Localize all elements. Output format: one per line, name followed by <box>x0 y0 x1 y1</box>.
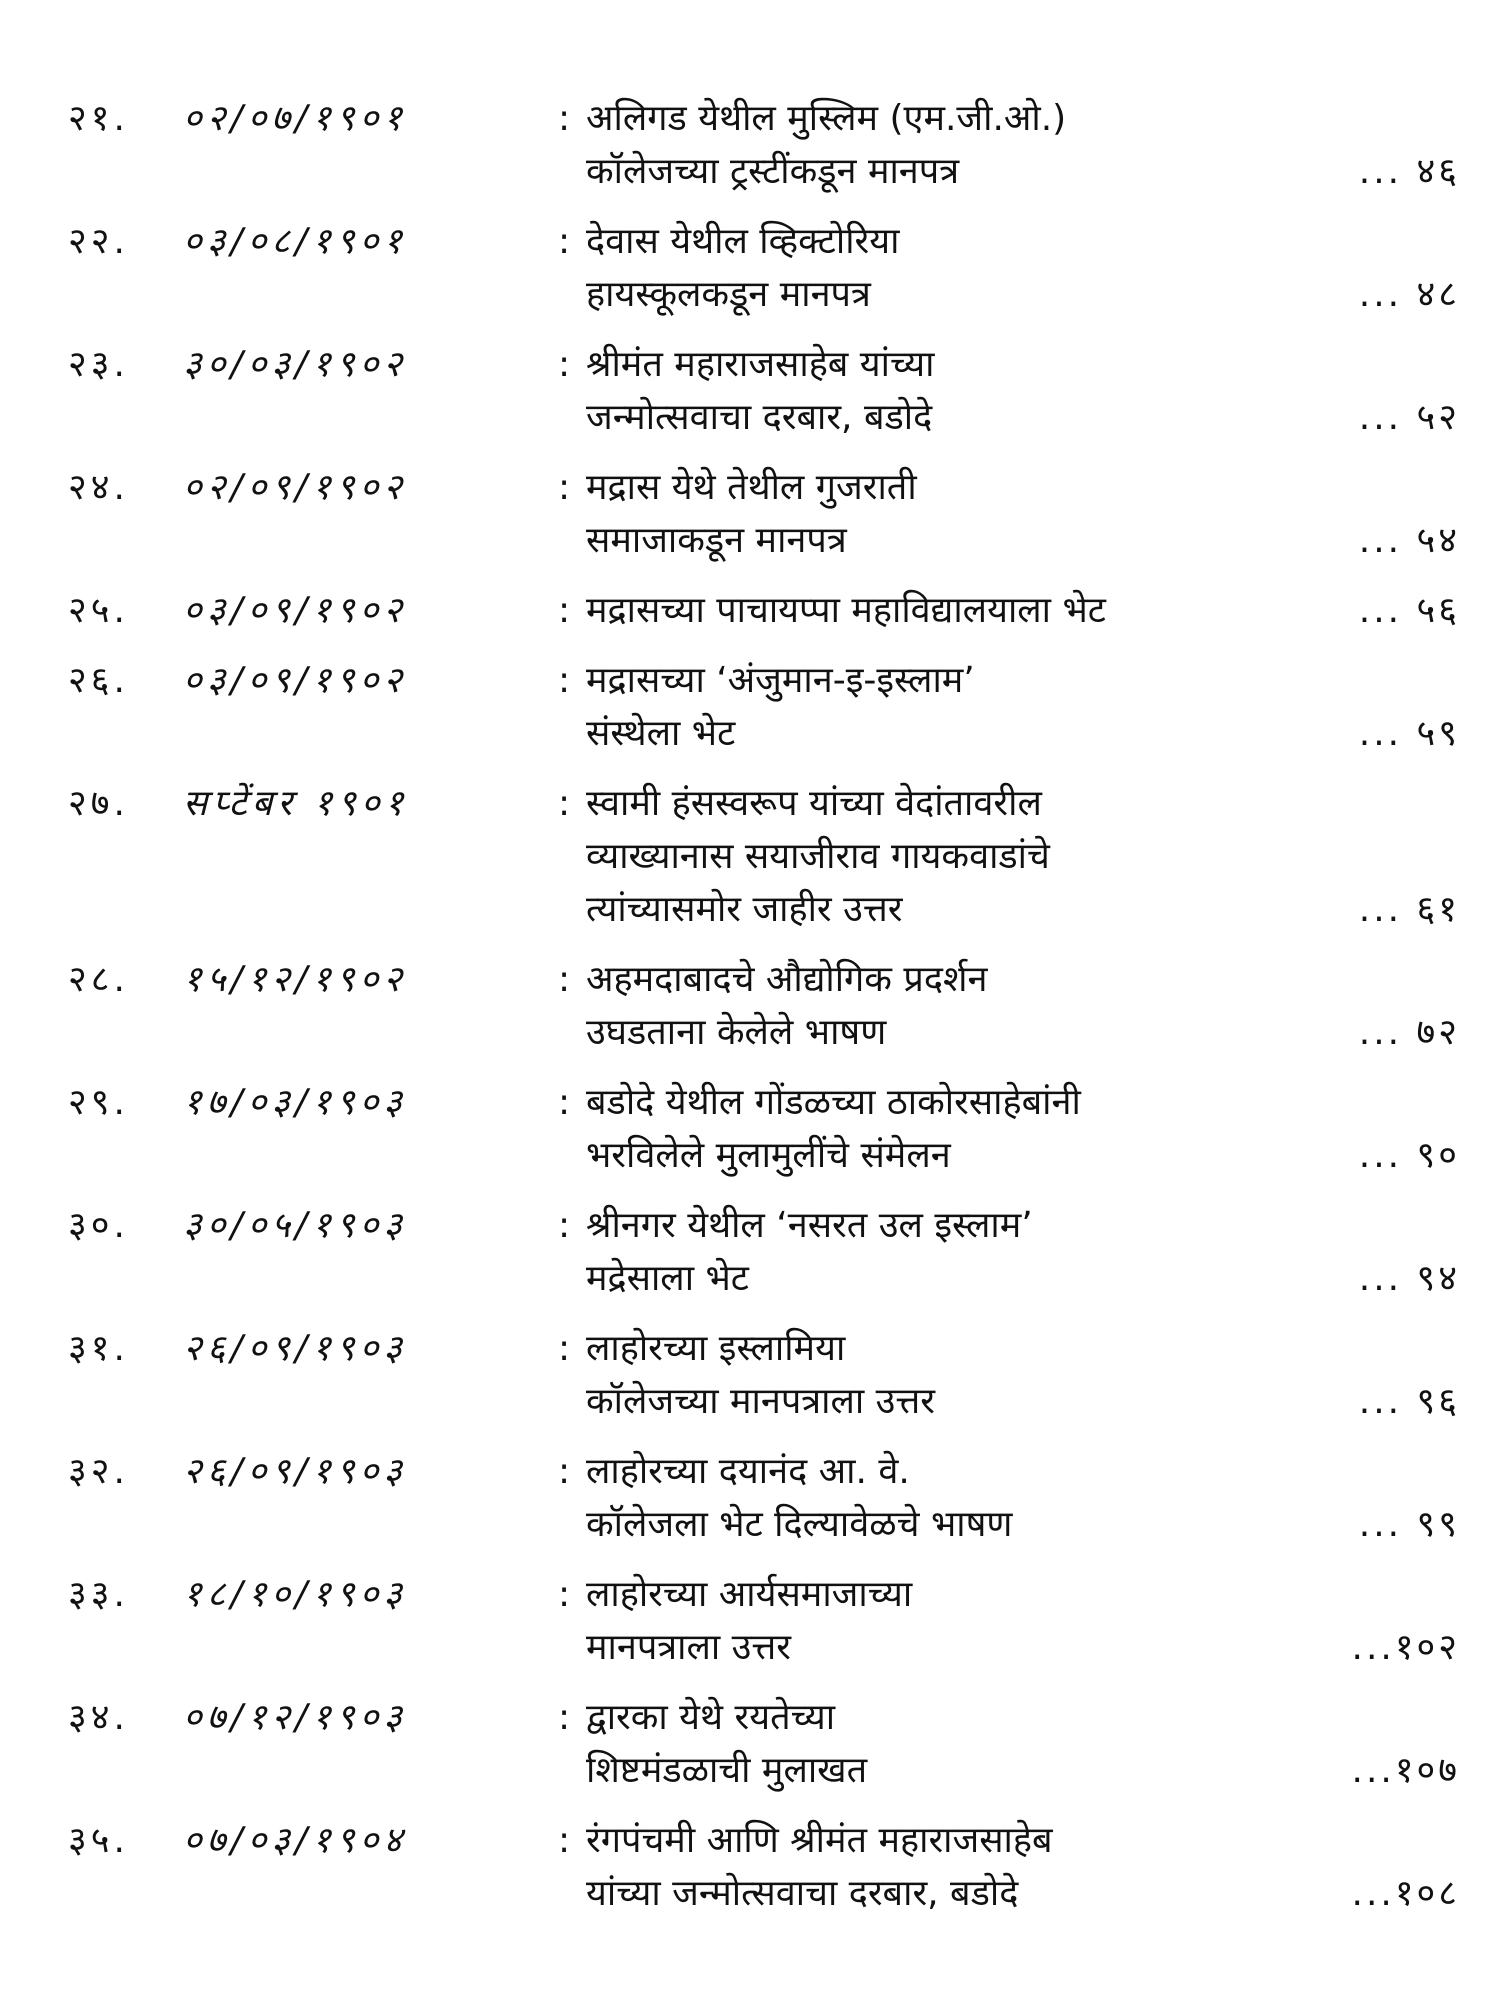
entry-colon: : <box>558 1451 571 1492</box>
entry-title <box>586 461 1306 567</box>
entry-date: १५/१२/१९०२ <box>183 959 408 1000</box>
entry-title-line: त्यांच्यासमोर जाहीर उत्तर <box>586 889 903 930</box>
toc-entry-35 <box>0 1814 1500 1920</box>
entry-title-line: मद्रेसाला भेट <box>586 1258 749 1299</box>
entry-colon: : <box>558 98 571 139</box>
toc-entry-30 <box>0 1199 1500 1305</box>
toc-entry-23 <box>0 338 1500 444</box>
table-of-contents <box>0 92 1500 1937</box>
entry-page-number: ... ९४ <box>1358 1258 1460 1299</box>
entry-date: १७/०३/१९०३ <box>183 1082 408 1123</box>
entry-date: ३०/०३/१९०२ <box>183 344 408 385</box>
entry-number: २७. <box>68 783 129 824</box>
entry-page-number: ... ५९ <box>1358 713 1460 754</box>
entry-title-line: श्रीमंत महाराजसाहेब यांच्या <box>586 344 935 385</box>
toc-entry-31 <box>0 1322 1500 1428</box>
entry-title-line: हायस्कूलकडून मानपत्र <box>586 274 871 315</box>
entry-page-number: ... ५२ <box>1358 397 1460 438</box>
entry-colon: : <box>558 467 571 508</box>
entry-title <box>586 1076 1306 1182</box>
entry-colon: : <box>558 1574 571 1615</box>
toc-entry-29 <box>0 1076 1500 1182</box>
entry-title <box>586 1691 1306 1797</box>
entry-title-line: संस्थेला भेट <box>586 713 736 754</box>
entry-number: ३०. <box>68 1205 129 1246</box>
entry-title <box>586 777 1306 936</box>
entry-title-line: मद्रासच्या ‘अंजुमान-इ-इस्लाम’ <box>586 660 975 701</box>
entry-title <box>586 92 1306 198</box>
toc-entry-24 <box>0 461 1500 567</box>
entry-title <box>586 1814 1306 1920</box>
entry-page-number: ... ५४ <box>1358 520 1460 561</box>
entry-title-line: देवास येथील व्हिक्टोरिया <box>586 221 900 262</box>
entry-title-line: अलिगड येथील मुस्लिम (एम.जी.ओ.) <box>586 98 1067 139</box>
entry-date: ०३/०८/१९०१ <box>183 221 408 262</box>
entry-date: ०७/०३/१९०४ <box>183 1820 408 1861</box>
entry-number: २८. <box>68 959 129 1000</box>
entry-title <box>586 584 1306 637</box>
toc-entry-33 <box>0 1568 1500 1674</box>
entry-title-line: यांच्या जन्मोत्सवाचा दरबार, बडोदे <box>586 1873 1019 1914</box>
entry-title-line: मानपत्राला उत्तर <box>586 1627 791 1668</box>
entry-colon: : <box>558 959 571 1000</box>
entry-date: १८/१०/१९०३ <box>183 1574 408 1615</box>
entry-title <box>586 215 1306 321</box>
entry-title-line: लाहोरच्या आर्यसमाजाच्या <box>586 1574 913 1615</box>
toc-entry-34 <box>0 1691 1500 1797</box>
entry-colon: : <box>558 1205 571 1246</box>
entry-colon: : <box>558 344 571 385</box>
entry-title-line: समाजाकडून मानपत्र <box>586 520 847 561</box>
entry-date: २६/०९/१९०३ <box>183 1451 408 1492</box>
entry-title-line: लाहोरच्या इस्लामिया <box>586 1328 846 1369</box>
entry-title <box>586 1322 1306 1428</box>
entry-title <box>586 338 1306 444</box>
entry-colon: : <box>558 1082 571 1123</box>
entry-date: २६/०९/१९०३ <box>183 1328 408 1369</box>
entry-colon: : <box>558 660 571 701</box>
entry-number: २३. <box>68 344 129 385</box>
entry-title-line: द्वारका येथे रयतेच्या <box>586 1697 836 1738</box>
entry-number: २५. <box>68 590 129 631</box>
entry-title-line: कॉलेजच्या ट्रस्टींकडून मानपत्र <box>586 151 960 192</box>
entry-title-line: कॉलेजच्या मानपत्राला उत्तर <box>586 1381 935 1422</box>
entry-page-number: ... ९० <box>1358 1135 1460 1176</box>
entry-title-line: उघडताना केलेले भाषण <box>586 1012 887 1053</box>
entry-page-number: ... ४८ <box>1358 274 1460 315</box>
entry-page-number: ... ५६ <box>1358 590 1460 631</box>
entry-page-number: ... ४६ <box>1358 151 1460 192</box>
toc-entry-27 <box>0 777 1500 936</box>
entry-number: २९. <box>68 1082 129 1123</box>
entry-title-line: श्रीनगर येथील ‘नसरत उल इस्लाम’ <box>586 1205 1033 1246</box>
entry-number: ३५. <box>68 1820 129 1861</box>
entry-page-number: ...१०८ <box>1351 1873 1460 1914</box>
entry-title <box>586 1568 1306 1674</box>
entry-colon: : <box>558 783 571 824</box>
entry-date: ३०/०५/१९०३ <box>183 1205 408 1246</box>
entry-title-line: स्वामी हंसस्वरूप यांच्या वेदांतावरील <box>586 783 1042 824</box>
entry-number: ३३. <box>68 1574 129 1615</box>
entry-title-line: लाहोरच्या दयानंद आ. वे. <box>586 1451 910 1492</box>
entry-date: ०३/०९/१९०२ <box>183 660 408 701</box>
entry-date: ०७/१२/१९०३ <box>183 1697 408 1738</box>
entry-date: ०३/०९/१९०२ <box>183 590 408 631</box>
entry-title-line: बडोदे येथील गोंडळच्या ठाकोरसाहेबांनी <box>586 1082 1081 1123</box>
entry-title-line: शिष्टमंडळाची मुलाखत <box>586 1750 868 1791</box>
entry-date: ०२/०९/१९०२ <box>183 467 408 508</box>
entry-date: सप्टेंबर १९०१ <box>183 783 409 824</box>
entry-title-line: मद्रासच्या पाचायप्पा महाविद्यालयाला भेट <box>586 590 1106 631</box>
entry-title-line: अहमदाबादचे औद्योगिक प्रदर्शन <box>586 959 988 1000</box>
entry-page-number: ... ६१ <box>1358 889 1460 930</box>
toc-entry-32 <box>0 1445 1500 1551</box>
entry-title-line: रंगपंचमी आणि श्रीमंत महाराजसाहेब <box>586 1820 1053 1861</box>
entry-number: ३१. <box>68 1328 129 1369</box>
toc-entry-28 <box>0 953 1500 1059</box>
entry-number: २४. <box>68 467 129 508</box>
entry-page-number: ... ७२ <box>1358 1012 1460 1053</box>
toc-entry-21 <box>0 92 1500 198</box>
entry-title-line: जन्मोत्सवाचा दरबार, बडोदे <box>586 397 933 438</box>
entry-colon: : <box>558 1820 571 1861</box>
toc-entry-25 <box>0 584 1500 637</box>
entry-title-line: व्याख्यानास सयाजीराव गायकवाडांचे <box>586 836 1050 877</box>
toc-entry-26 <box>0 654 1500 760</box>
entry-title-line: मद्रास येथे तेथील गुजराती <box>586 467 917 508</box>
entry-number: ३४. <box>68 1697 129 1738</box>
entry-colon: : <box>558 221 571 262</box>
entry-title <box>586 1445 1306 1551</box>
entry-title <box>586 953 1306 1059</box>
entry-date: ०२/०७/१९०१ <box>183 98 408 139</box>
entry-number: २२. <box>68 221 129 262</box>
entry-number: २१. <box>68 98 129 139</box>
entry-colon: : <box>558 1328 571 1369</box>
entry-colon: : <box>558 590 571 631</box>
entry-number: २६. <box>68 660 129 701</box>
entry-title-line: भरविलेले मुलामुलींचे संमेलन <box>586 1135 951 1176</box>
toc-entry-22 <box>0 215 1500 321</box>
entry-page-number: ...१०२ <box>1351 1627 1460 1668</box>
entry-title <box>586 654 1306 760</box>
entry-page-number: ... ९९ <box>1358 1504 1460 1545</box>
entry-number: ३२. <box>68 1451 129 1492</box>
entry-page-number: ... ९६ <box>1358 1381 1460 1422</box>
entry-title-line: कॉलेजला भेट दिल्यावेळचे भाषण <box>586 1504 1013 1545</box>
entry-page-number: ...१०७ <box>1351 1750 1460 1791</box>
entry-colon: : <box>558 1697 571 1738</box>
entry-title <box>586 1199 1306 1305</box>
